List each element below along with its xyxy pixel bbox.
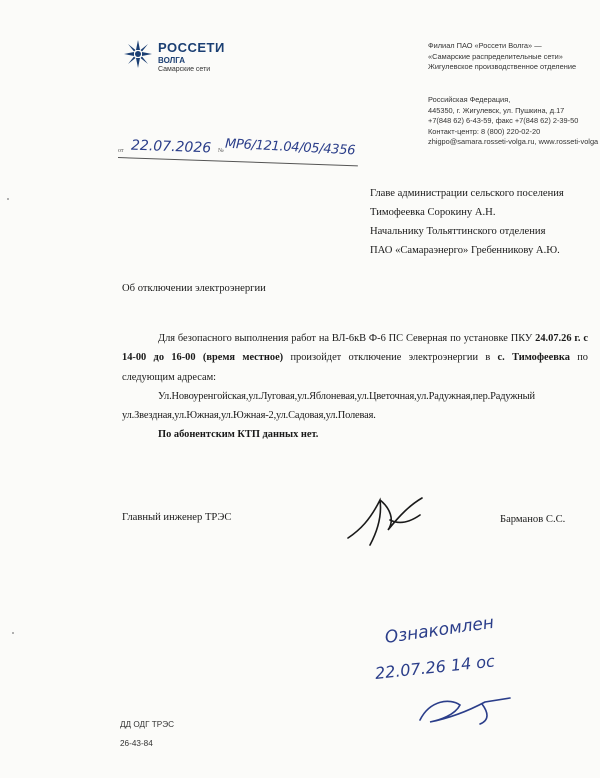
address-line: zhigpo@samara.rosseti-volga.ru, www.rosseti-volga — [428, 137, 599, 147]
letter-subject: Об отключении электроэнергии — [122, 283, 266, 294]
signatory-name: Барманов С.С. — [500, 514, 566, 525]
address-block — [428, 95, 598, 148]
address-line: Российская Федерация, — [428, 95, 511, 104]
body-text: произойдет отключение электроэнергии в — [283, 352, 498, 364]
reference-underline — [118, 157, 358, 166]
recipients-block — [370, 184, 588, 260]
body-paragraph — [122, 329, 588, 387]
brand-subtitle: ВОЛГА — [158, 56, 186, 65]
footer-department: ДД ОДГ ТРЭС — [120, 720, 175, 729]
recipient-line: Начальнику Тольяттинского отделения — [370, 226, 546, 237]
outage-village: с. Тимофеевка — [497, 352, 570, 364]
footer-phone: 26-43-84 — [120, 739, 153, 748]
letter-body — [122, 329, 588, 445]
acknowledgement-note: Ознакомлен — [383, 612, 496, 648]
brand-name: РОССЕТИ — [158, 40, 225, 55]
scan-speck — [12, 632, 14, 634]
brand-subtitle-2: Самарские сети — [158, 66, 211, 73]
body-note: По абонентским КТП данных нет. — [158, 429, 319, 441]
body-text: Для безопасного выполнения работ на ВЛ-6кВ Ф-6 ПС Северная по установке ПКУ — [158, 333, 536, 344]
reference-number-prefix: № — [218, 148, 224, 154]
body-text: по следующим адресам: — [122, 352, 588, 383]
reference-date: 22.07.2026 — [130, 137, 212, 157]
acknowledgement-signature — [410, 690, 520, 735]
recipient-line: Тимофеевка Сорокину А.Н. — [370, 207, 496, 218]
company-block — [428, 41, 576, 73]
acknowledgement-date: 22.07.26 14 ос — [374, 651, 496, 683]
outage-time: 24.07.26 г. с 14-00 до 16-00 (время местное) — [122, 333, 588, 364]
scan-speck — [7, 198, 9, 200]
recipient-line: Главе администрации сельского поселения — [370, 188, 564, 199]
address-line: 445350, г. Жигулевск, ул. Пушкина, д.17 — [428, 105, 565, 115]
company-line: «Самарские распределительные сети» — [428, 51, 563, 61]
signatory-title: Главный инженер ТРЭС — [122, 512, 232, 523]
company-line: Филиал ПАО «Россети Волга» — — [428, 41, 542, 50]
address-line: +7(848 62) 6-43-59, факс +7(848 62) 2-39-50 — [428, 116, 579, 126]
address-list: Ул.Новоуренгойская,ул.Луговая,ул.Яблоневая,ул.Цветочная,ул.Радужная,пер.Радужный ул.Звездная,ул.Южная,ул.Южная-2,ул.Садовая,ул.Полевая. — [122, 390, 535, 422]
reference-date-prefix: от — [118, 148, 124, 154]
reference-number: МР6/121.04/05/4356 — [224, 136, 356, 159]
handwritten-signature — [340, 490, 430, 555]
company-line: Жигулевское производственное отделение — [428, 62, 577, 72]
rosseti-logo-icon — [122, 38, 154, 75]
address-line: Контакт-центр: 8 (800) 220-02-20 — [428, 126, 541, 136]
recipient-line: ПАО «Самараэнерго» Гребенникову А.Ю. — [370, 245, 560, 256]
